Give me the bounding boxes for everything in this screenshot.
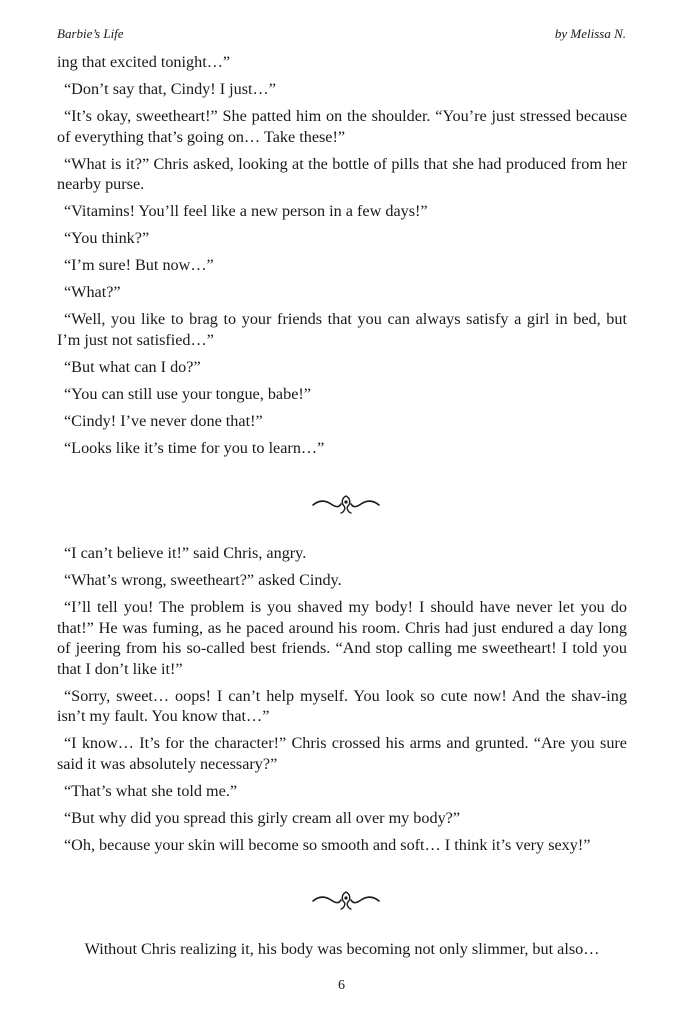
paragraph: “What?” xyxy=(64,283,121,301)
scroll-flourish-icon xyxy=(311,492,381,516)
paragraph: “I’ll tell you! The problem is you shaved my body! I should have never let you do that!” He was fuming, as he paced around his room. Chris had just endured a day long of jeering from his so-called best friends. “And stop calling me sweetheart! I told you that I don’t like it!” xyxy=(57,598,627,678)
paragraph: “Well, you like to brag to your friends that you can always satisfy a girl in bed, but I’m just not satisfied…” xyxy=(57,310,627,349)
paragraph: “Sorry, sweet… oops! I can’t help myself. You look so cute now! And the shav-ing isn’t my fault. You know that…” xyxy=(57,686,627,725)
paragraph: “But what can I do?” xyxy=(64,357,201,376)
paragraph: “What is it?” Chris asked, looking at the bottle of pills that she had produced from her nearby purse. xyxy=(57,154,627,193)
header-title: Barbie’s Life xyxy=(57,26,124,41)
section-1 xyxy=(57,52,627,465)
paragraph: “That’s what she told me.” xyxy=(64,781,238,800)
paragraph: “I know… It’s for the character!” Chris crossed his arms and grunted. “Are you sure said it was absolutely necessary?” xyxy=(57,734,627,773)
paragraph: “You can still use your tongue, babe!” xyxy=(64,384,311,403)
paragraph: “But why did you spread this girly cream all over my body?” xyxy=(64,808,461,827)
page-number: 6 xyxy=(338,978,345,993)
paragraph: “Cindy! I’ve never done that!” xyxy=(64,411,263,430)
paragraph: “You think?” xyxy=(64,229,150,247)
scroll-flourish-icon xyxy=(311,888,381,912)
paragraph: “Vitamins! You’ll feel like a new person in a few days!” xyxy=(64,202,428,220)
paragraph: ing that excited tonight…” xyxy=(57,53,231,71)
paragraph: “Don’t say that, Cindy! I just…” xyxy=(64,80,276,98)
running-header xyxy=(57,26,626,44)
paragraph: “Looks like it’s time for you to learn…” xyxy=(64,438,325,457)
section-3 xyxy=(57,939,627,966)
paragraph: Without Chris realizing it, his body was becoming not only slimmer, but also… xyxy=(84,940,600,958)
paragraph: “Oh, because your skin will become so smooth and soft… I think it’s very sexy!” xyxy=(64,835,591,854)
paragraph: “It’s okay, sweetheart!” She patted him on the shoulder. “You’re just stressed because of everything that’s going on… Take these!” xyxy=(57,107,627,146)
header-author: by Melissa N. xyxy=(554,26,626,41)
paragraph: “I’m sure! But now…” xyxy=(64,256,214,274)
section-2 xyxy=(57,543,627,862)
paragraph: “I can’t believe it!” said Chris, angry. xyxy=(64,544,307,562)
paragraph: “What’s wrong, sweetheart?” asked Cindy. xyxy=(64,571,342,589)
